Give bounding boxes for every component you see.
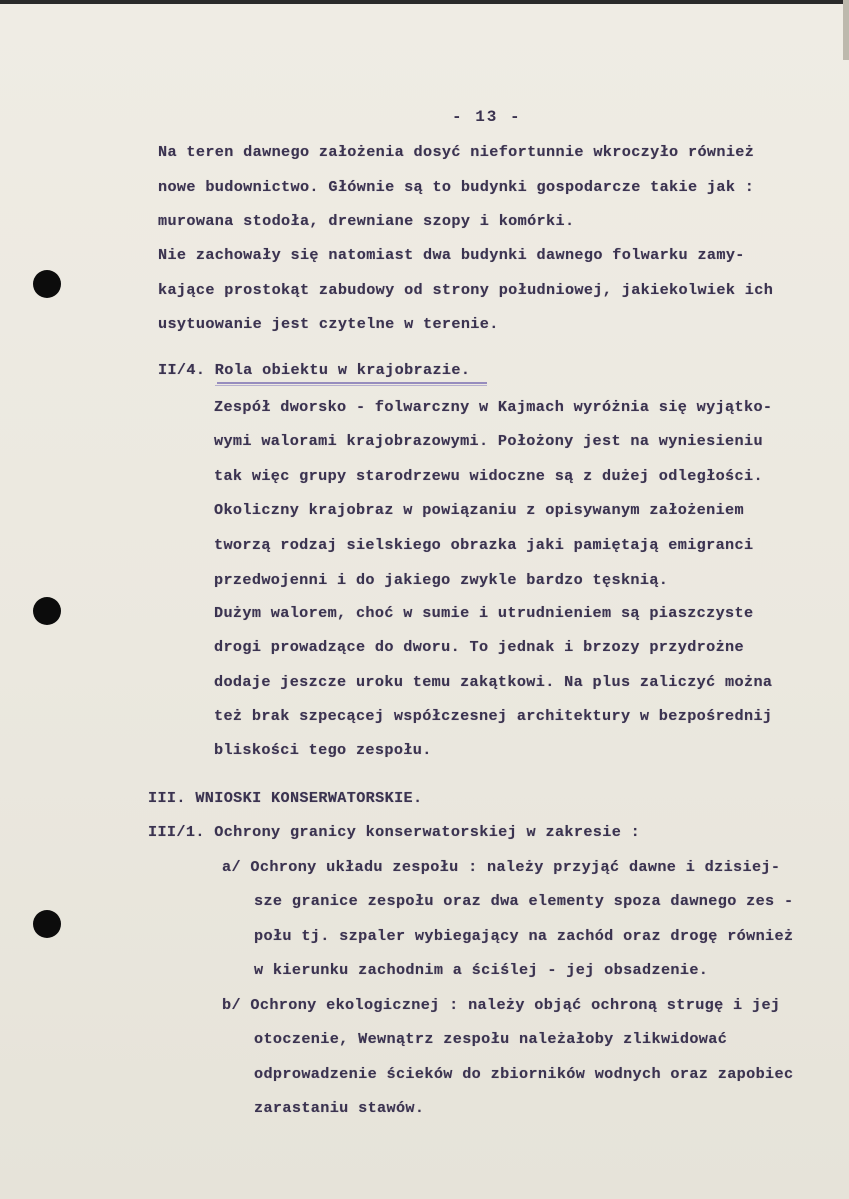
text-line: bliskości tego zespołu. bbox=[214, 741, 432, 759]
page-number: - 13 - bbox=[452, 108, 522, 126]
text-line: dodaje jeszcze uroku temu zakątkowi. Na plus zaliczyć można bbox=[214, 673, 773, 691]
heading-underline bbox=[217, 382, 487, 384]
text-line: sze granice zespołu oraz dwa elementy spoza dawnego zes - bbox=[254, 892, 794, 910]
text-line: przedwojenni i do jakiego zwykle bardzo tęsknią. bbox=[214, 571, 669, 589]
text-line: otoczenie, Wewnątrz zespołu należałoby zlikwidować bbox=[254, 1030, 728, 1048]
punch-hole-3 bbox=[33, 910, 61, 938]
text-line: połu tj. szpaler wybiegający na zachód oraz drogę również bbox=[254, 927, 794, 945]
scan-right-edge bbox=[843, 0, 849, 60]
text-line: Nie zachowały się natomiast dwa budynki dawnego folwarku zamy- bbox=[158, 246, 745, 264]
text-line: nowe budownictwo. Głównie są to budynki gospodarcze takie jak : bbox=[158, 178, 755, 196]
text-line: kające prostokąt zabudowy od strony południowej, jakiekolwiek ich bbox=[158, 281, 774, 299]
punch-hole-2 bbox=[33, 597, 61, 625]
text-line: tworzą rodzaj sielskiego obrazka jaki pamiętają emigranci bbox=[214, 536, 754, 554]
text-line: tak więc grupy starodrzewu widoczne są z dużej odległości. bbox=[214, 467, 763, 485]
text-line: murowana stodoła, drewniane szopy i komórki. bbox=[158, 212, 575, 230]
punch-hole-1 bbox=[33, 270, 61, 298]
scan-top-edge bbox=[0, 0, 849, 4]
list-item-b: b/ Ochrony ekologicznej : należy objąć ochroną strugę i jej bbox=[222, 996, 781, 1014]
subsection-heading-iii-1: III/1. Ochrony granicy konserwatorskiej w zakresie : bbox=[148, 823, 641, 841]
text-line: w kierunku zachodnim a ściślej - jej obsadzenie. bbox=[254, 961, 709, 979]
list-item-a: a/ Ochrony układu zespołu : należy przyjąć dawne i dzisiej- bbox=[222, 858, 781, 876]
text-line: odprowadzenie ścieków do zbiorników wodnych oraz zapobiec bbox=[254, 1065, 794, 1083]
text-line: Na teren dawnego założenia dosyć niefortunnie wkroczyło również bbox=[158, 143, 755, 161]
heading-underline-2 bbox=[215, 385, 487, 386]
text-line: Okoliczny krajobraz w powiązaniu z opisywanym założeniem bbox=[214, 501, 744, 519]
section-heading-iii: III. WNIOSKI KONSERWATORSKIE. bbox=[148, 789, 423, 807]
text-line: wymi walorami krajobrazowymi. Położony jest na wyniesieniu bbox=[214, 432, 763, 450]
text-line: też brak szpecącej współczesnej architektury w bezpośrednij bbox=[214, 707, 773, 725]
text-line: usytuowanie jest czytelne w terenie. bbox=[158, 315, 499, 333]
text-line: zarastaniu stawów. bbox=[254, 1099, 425, 1117]
text-line: drogi prowadzące do dworu. To jednak i brzozy przydrożne bbox=[214, 638, 744, 656]
text-line: Dużym walorem, choć w sumie i utrudnieniem są piaszczyste bbox=[214, 604, 754, 622]
section-heading-ii-4: II/4. Rola obiektu w krajobrazie. bbox=[158, 361, 471, 379]
text-line: Zespół dworsko - folwarczny w Kajmach wyróżnia się wyjątko- bbox=[214, 398, 773, 416]
